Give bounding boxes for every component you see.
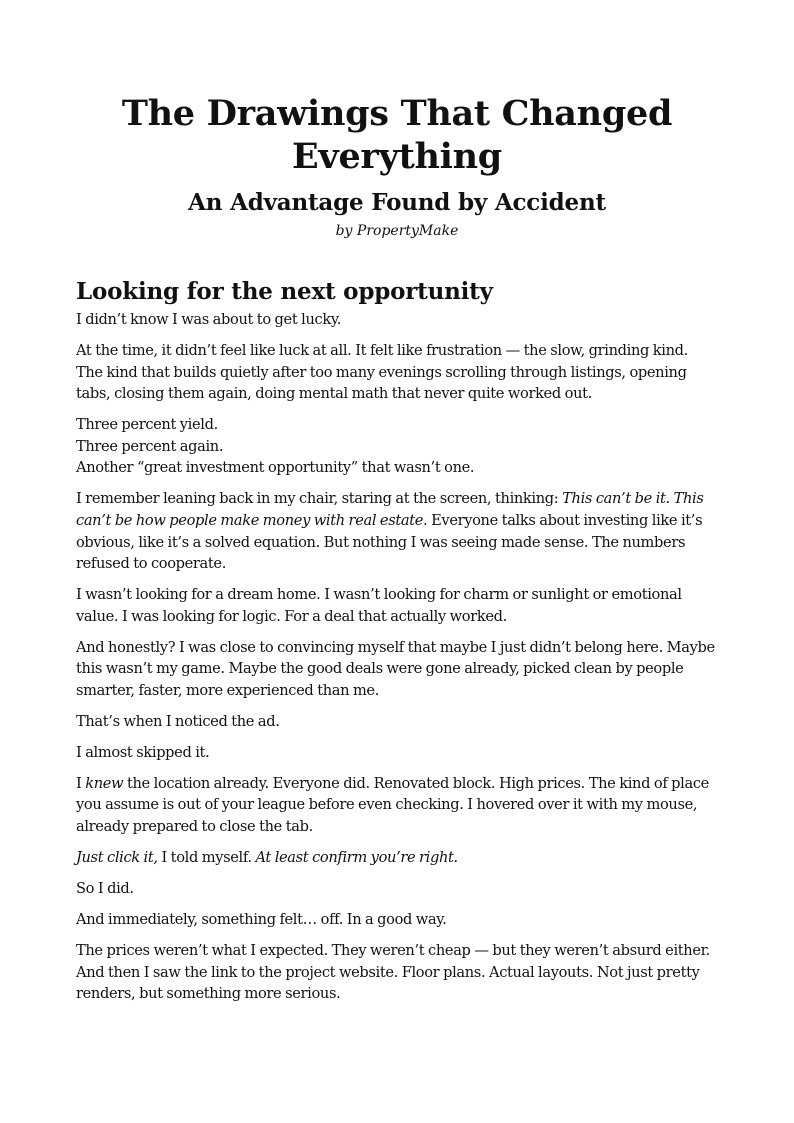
paragraph: I wasn’t looking for a dream home. I wasn’t looking for charm or sunlight or emotional value. I was looking for logic. For a deal that actually worked. bbox=[76, 586, 682, 625]
document-subtitle: An Advantage Found by Accident bbox=[188, 189, 606, 216]
paragraph: So I did. bbox=[76, 879, 134, 897]
paragraph: I didn’t know I was about to get lucky. bbox=[76, 311, 342, 328]
paragraph-line: Three percent yield. bbox=[76, 416, 218, 434]
document-title: The Drawings That Changed Everything bbox=[121, 93, 673, 177]
emphasis-text: This can’t be it. This can’t be how people make money with real estate. bbox=[76, 490, 704, 529]
paragraph-text: I remember leaning back in my chair, staring at the screen, thinking: bbox=[76, 490, 563, 508]
paragraph-text: Everyone talks about investing like it’s obvious, like it’s a solved equation. But nothing I was seeing made sense. The numbers refused to cooperate. bbox=[76, 511, 703, 573]
emphasis-text: Just click it, bbox=[76, 848, 158, 866]
section-body bbox=[76, 309, 718, 1005]
paragraph: I almost skipped it. bbox=[76, 743, 210, 761]
emphasis-text: knew bbox=[85, 774, 124, 792]
paragraph-line: Another “great investment opportunity” that wasn’t one. bbox=[76, 459, 475, 477]
paragraph-line: Three percent again. bbox=[76, 437, 224, 455]
paragraph-yield-list bbox=[76, 414, 718, 479]
paragraph: The prices weren’t what I expected. They weren’t cheap — but they weren’t absurd either. And then I saw the link to the project website. Floor plans. Actual layouts. Not just pretty renders, but something more serious. bbox=[76, 941, 710, 1003]
section-heading: Looking for the next opportunity bbox=[76, 278, 493, 305]
byline: by PropertyMake bbox=[335, 223, 459, 239]
paragraph-text: I told myself. bbox=[157, 848, 256, 866]
paragraph: And honestly? I was close to convincing myself that maybe I just didn’t belong here. Maybe this wasn’t my game. Maybe the good deals were gone already, picked clean by people smarter, faster, more experienced than me. bbox=[76, 638, 715, 699]
paragraph: That’s when I noticed the ad. bbox=[76, 712, 280, 730]
paragraph bbox=[76, 847, 718, 869]
paragraph-text: the location already. Everyone did. Renovated block. High prices. The kind of place you assume is out of your league before even checking. I hovered over it with my mouse, already prepared to close the tab. bbox=[76, 774, 709, 835]
paragraph bbox=[76, 773, 718, 838]
paragraph: And immediately, something felt… off. In a good way. bbox=[76, 910, 447, 928]
paragraph: At the time, it didn’t feel like luck at all. It felt like frustration — the slow, grinding kind. The kind that builds quietly after too many evenings scrolling through listings, opening tabs, closing them again, doing mental math that never quite worked out. bbox=[76, 341, 688, 403]
emphasis-text: At least confirm you’re right. bbox=[255, 848, 458, 866]
paragraph bbox=[76, 488, 718, 574]
paragraph-text: I bbox=[76, 774, 86, 792]
